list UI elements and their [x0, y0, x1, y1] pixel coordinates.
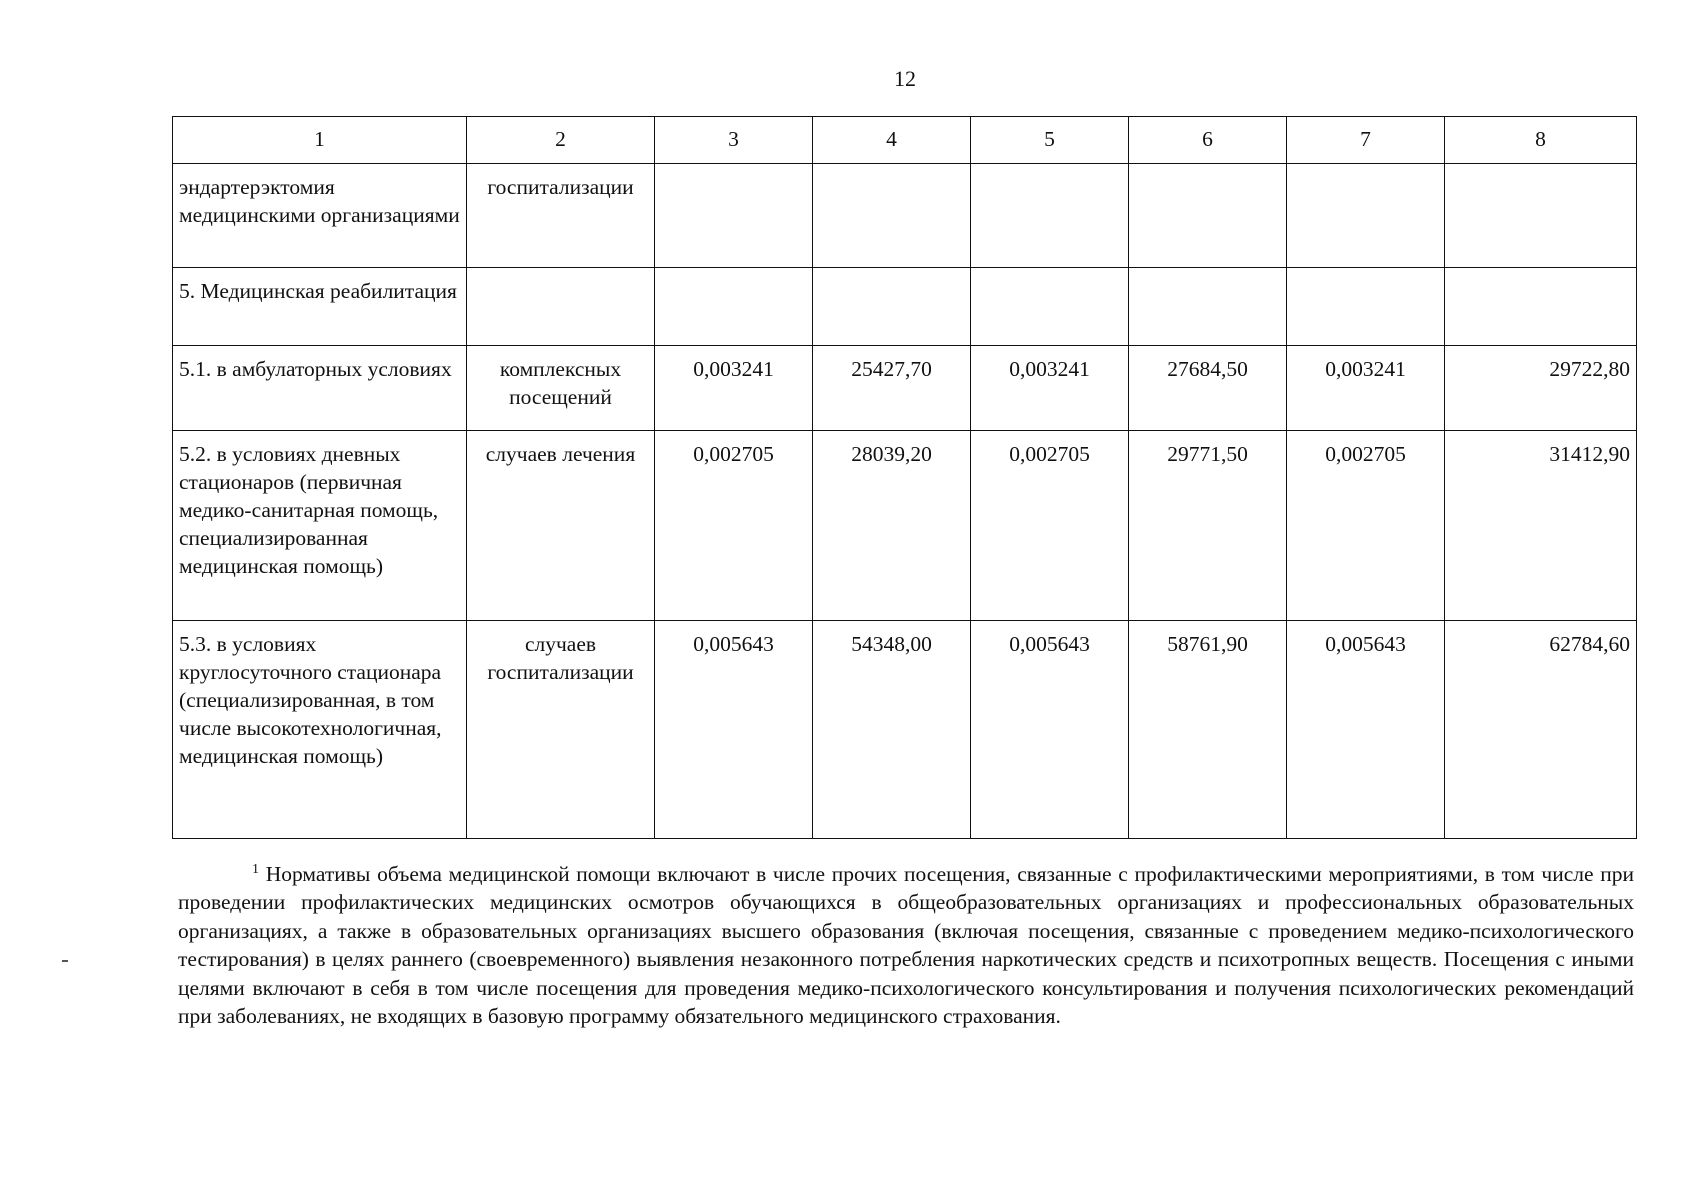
unit-cell: госпитализации: [467, 164, 655, 268]
footnote-text: Нормативы объема медицинской помощи включают в числе прочих посещения, связанные с профилактическими мероприятиями, в том числе при проведении профилактических медицинских осмотров обучающихся в общеобразовательных организациях и профессиональных образовательных организациях, а также в образовательных организациях высшего образования (включая посещения, связанные с проведением медико-психологического тестирования) в целях раннего (своевременного) выявления незаконного потребления наркотических средств и психотропных веществ. Посещения с иными целями включают в себя в том числе посещения для проведения медико-психологического консультирования и получения психологических рекомендаций при заболеваниях, не входящих в базовую программу обязательного медицинского страхования.: [178, 862, 1635, 1029]
table-cell: 62784,60: [1445, 621, 1637, 839]
table-cell: [971, 164, 1129, 268]
column-header: 7: [1287, 117, 1445, 164]
unit-cell: случаев лечения: [467, 431, 655, 621]
table-cell: 0,005643: [655, 621, 813, 839]
table-cell: 58761,90: [1129, 621, 1287, 839]
table-cell: 0,002705: [971, 431, 1129, 621]
table-cell: [971, 268, 1129, 346]
unit-cell: случаев госпитализации: [467, 621, 655, 839]
table-cell: [1445, 164, 1637, 268]
table-cell: [1287, 164, 1445, 268]
table-cell: [655, 164, 813, 268]
table-cell: 0,005643: [1287, 621, 1445, 839]
table-cell: [813, 268, 971, 346]
column-header: 1: [173, 117, 467, 164]
column-header: 8: [1445, 117, 1637, 164]
column-header: 3: [655, 117, 813, 164]
table-cell: 29771,50: [1129, 431, 1287, 621]
table-cell: [1445, 268, 1637, 346]
table-cell: 0,003241: [971, 346, 1129, 431]
table-cell: 25427,70: [813, 346, 971, 431]
table-cell: 0,002705: [1287, 431, 1445, 621]
table-cell: 0,005643: [971, 621, 1129, 839]
unit-cell: комплексных посещений: [467, 346, 655, 431]
table-cell: [655, 268, 813, 346]
table-cell: 27684,50: [1129, 346, 1287, 431]
table-row: [173, 164, 1637, 268]
norms-table: [172, 116, 1637, 839]
table-cell: [1129, 268, 1287, 346]
table-cell: [1129, 164, 1287, 268]
table-cell: 54348,00: [813, 621, 971, 839]
table-row: [173, 431, 1637, 621]
table-row: [173, 621, 1637, 839]
table-cell: 0,003241: [1287, 346, 1445, 431]
table-header-row: [173, 117, 1637, 164]
page-number: 12: [894, 66, 916, 91]
column-header: 2: [467, 117, 655, 164]
row-label: 5. Медицинская реабилитация: [173, 268, 467, 346]
column-header: 6: [1129, 117, 1287, 164]
scan-speck: [62, 960, 68, 962]
table-row: [173, 346, 1637, 431]
column-header: 5: [971, 117, 1129, 164]
table-cell: 0,002705: [655, 431, 813, 621]
row-label: 5.2. в условиях дневных стационаров (первичная медико-санитарная помощь, специализированная медицинская помощь): [173, 431, 467, 621]
row-label: 5.1. в амбулаторных условиях: [173, 346, 467, 431]
unit-cell: [467, 268, 655, 346]
column-header: 4: [813, 117, 971, 164]
row-label: эндартерэктомия медицинскими организациями: [173, 164, 467, 268]
table-cell: 31412,90: [1445, 431, 1637, 621]
footnote: [178, 860, 1634, 1030]
table-cell: 0,003241: [655, 346, 813, 431]
table-cell: [1287, 268, 1445, 346]
footnote-marker: 1: [252, 862, 259, 877]
table-cell: 29722,80: [1445, 346, 1637, 431]
table-cell: [813, 164, 971, 268]
table-row: [173, 268, 1637, 346]
table-cell: 28039,20: [813, 431, 971, 621]
row-label: 5.3. в условиях круглосуточного стационара (специализированная, в том числе высокотехнологичная, медицинская помощь): [173, 621, 467, 839]
